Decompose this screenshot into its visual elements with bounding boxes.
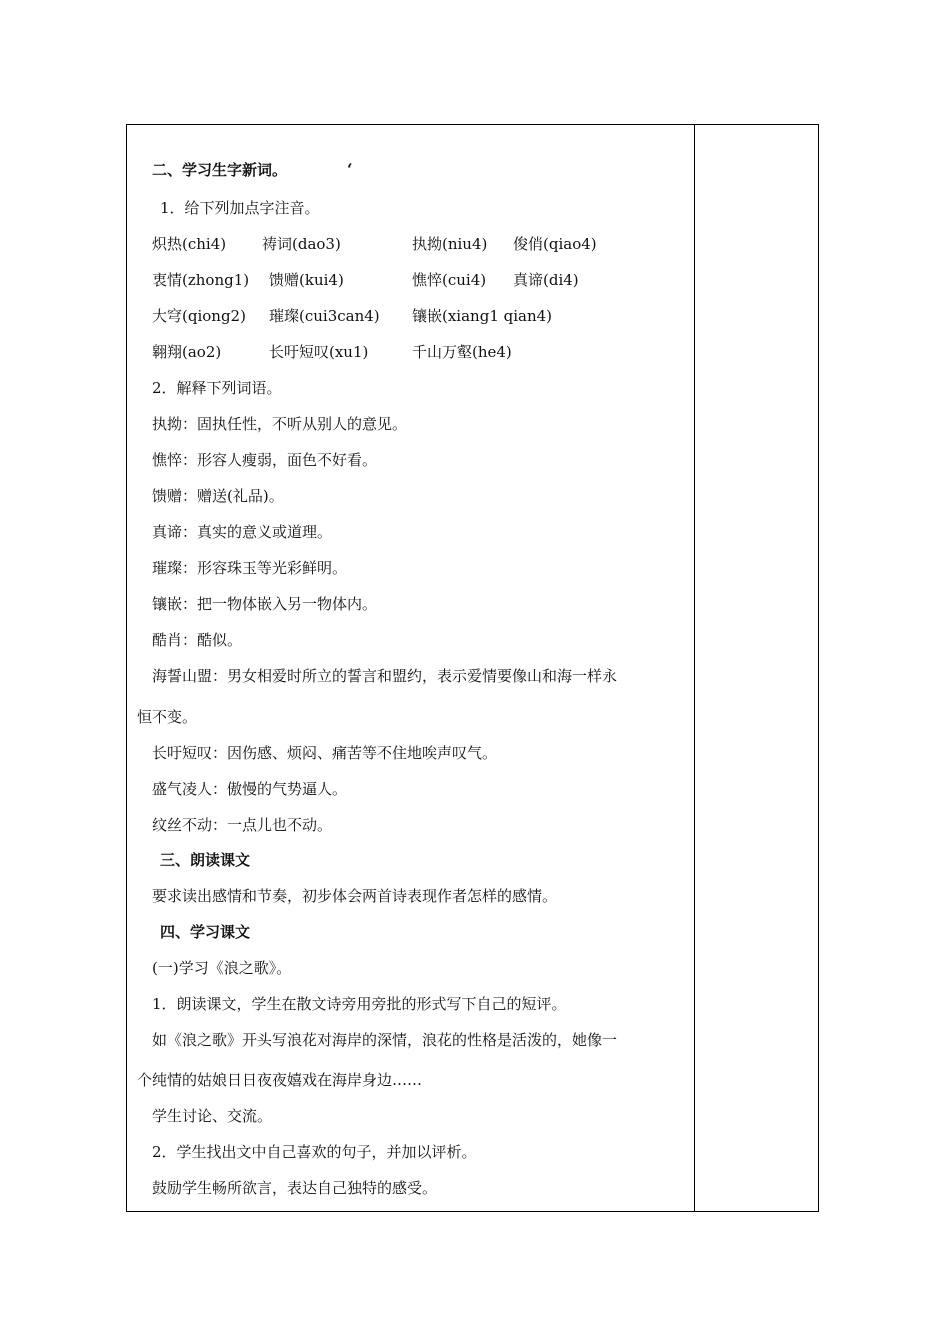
stray-mark: ‘ — [347, 160, 353, 179]
paragraph: 1．朗读课文，学生在散文诗旁用旁批的形式写下自己的短评。 — [152, 995, 567, 1013]
pinyin-cell: 翱翔(ao2) — [152, 343, 222, 361]
pinyin-cell: 真谛(di4) — [513, 271, 579, 289]
definition-line: 璀璨：形容珠玉等光彩鲜明。 — [152, 559, 348, 577]
section-heading-2: 二、学习生字新词。 — [152, 161, 288, 179]
section-heading-4: 四、学习课文 — [160, 923, 251, 941]
column-divider — [694, 124, 695, 1212]
definition-line: 海誓山盟：男女相爱时所立的誓言和盟约，表示爱情要像山和海一样永 — [152, 667, 618, 685]
definition-line: 憔悴：形容人瘦弱，面色不好看。 — [152, 451, 378, 469]
definition-line: 盛气凌人：傲慢的气势逼人。 — [152, 780, 348, 798]
definition-line: 纹丝不动：一点儿也不动。 — [152, 816, 333, 834]
pinyin-cell: 俊俏(qiao4) — [513, 235, 597, 253]
paragraph-continued: 个纯情的姑娘日日夜夜嬉戏在海岸身边…… — [137, 1071, 423, 1089]
pinyin-cell: 衷情(zhong1) — [152, 271, 250, 289]
definition-line: 长吁短叹：因伤感、烦闷、痛苦等不住地唉声叹气。 — [152, 744, 498, 762]
pinyin-cell: 镶嵌(xiang1 qian4) — [412, 307, 553, 325]
paragraph: 如《浪之歌》开头写浪花对海岸的深情，浪花的性格是活泼的，她像一 — [152, 1031, 618, 1049]
pinyin-cell: 璀璨(cui3can4) — [269, 307, 380, 325]
paragraph: 鼓励学生畅所欲言，表达自己独特的感受。 — [152, 1179, 438, 1197]
instruction-2: 2．解释下列词语。 — [152, 379, 282, 397]
definition-line: 馈赠：赠送(礼品)。 — [152, 487, 284, 505]
paragraph: 要求读出感情和节奏，初步体会两首诗表现作者怎样的感情。 — [152, 887, 558, 905]
definition-line: 真谛：真实的意义或道理。 — [152, 523, 333, 541]
pinyin-cell: 炽热(chi4) — [152, 235, 227, 253]
paragraph: 学生讨论、交流。 — [152, 1107, 273, 1125]
section-heading-3: 三、朗读课文 — [160, 851, 251, 869]
instruction-1: 1．给下列加点字注音。 — [160, 199, 320, 217]
pinyin-cell: 长吁短叹(xu1) — [269, 343, 369, 361]
definition-line-continued: 恒不变。 — [137, 708, 198, 726]
pinyin-cell: 执拗(niu4) — [412, 235, 488, 253]
definition-line: 执拗：固执任性，不听从别人的意见。 — [152, 415, 408, 433]
pinyin-cell: 祷词(dao3) — [262, 235, 341, 253]
subheading: (一)学习《浪之歌》。 — [152, 959, 292, 977]
paragraph: 2．学生找出文中自己喜欢的句子，并加以评析。 — [152, 1143, 477, 1161]
pinyin-cell: 憔悴(cui4) — [412, 271, 487, 289]
definition-line: 镶嵌：把一物体嵌入另一物体内。 — [152, 595, 378, 613]
pinyin-cell: 馈赠(kui4) — [269, 271, 344, 289]
pinyin-cell: 千山万壑(he4) — [412, 343, 512, 361]
pinyin-cell: 大穹(qiong2) — [152, 307, 246, 325]
definition-line: 酷肖：酷似。 — [152, 631, 243, 649]
